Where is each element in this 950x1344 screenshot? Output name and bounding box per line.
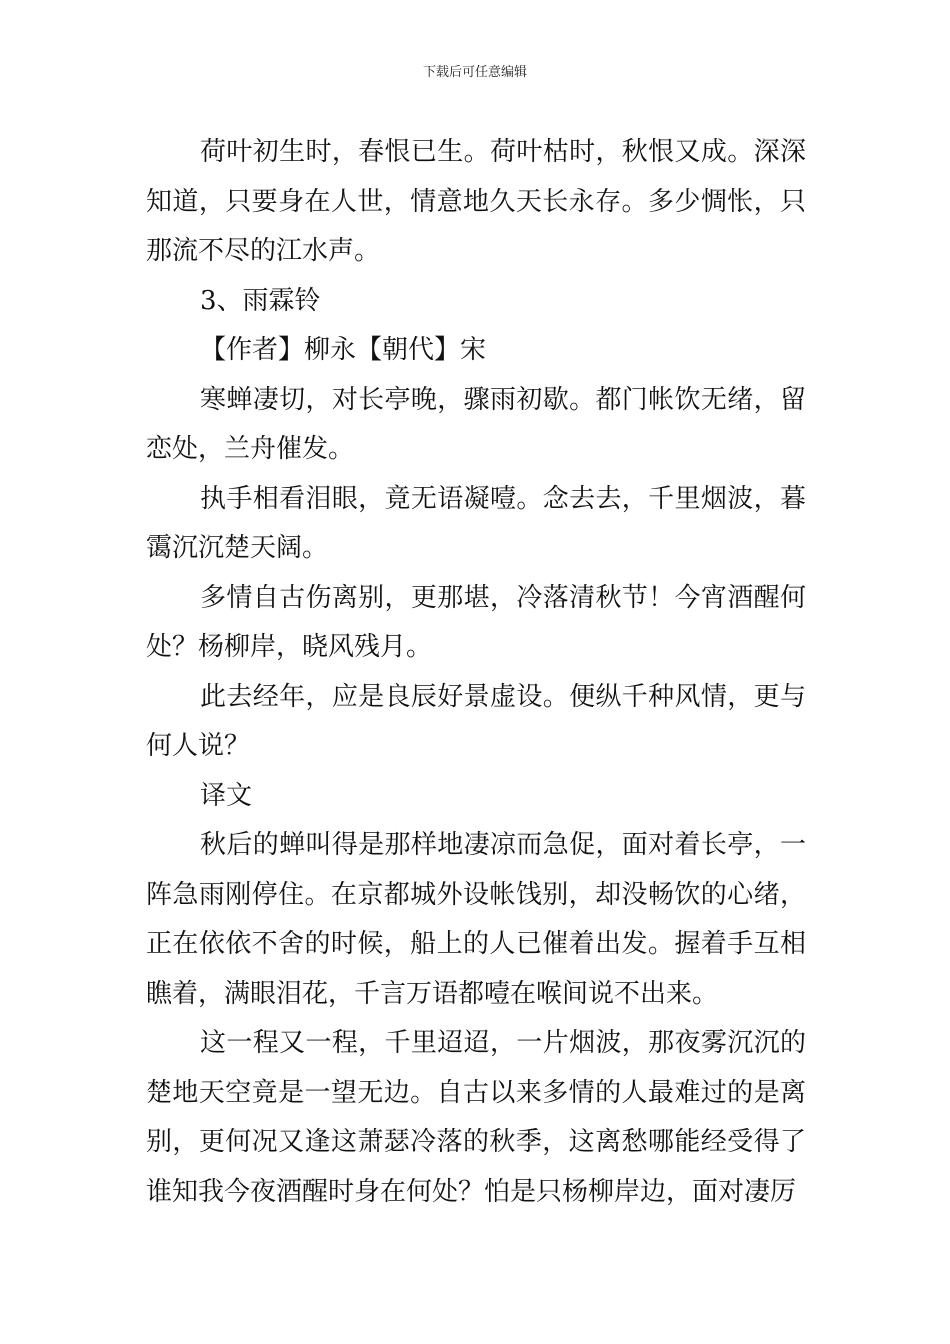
document-body xyxy=(146,128,806,1217)
section-heading: 3、雨霖铃 xyxy=(200,285,321,316)
paragraph-1: 荷叶初生时，春恨已生。荷叶枯时，秋恨又成。深深知道，只要身在人世，情意地久天长永存。多少惆怅，只那流不尽的江水声。 xyxy=(146,137,806,266)
poem-stanza-1: 寒蝉凄切，对长亭晚，骤雨初歇。都门帐饮无绪，留恋处，兰舟催发。 xyxy=(146,384,806,464)
poem-stanza-4: 此去经年，应是良辰好景虚设。便纵千种风情，更与何人说？ xyxy=(146,681,806,761)
poem-stanza-2: 执手相看泪眼，竟无语凝噎。念去去，千里烟波，暮霭沉沉楚天阔。 xyxy=(146,483,806,563)
translation-paragraph-1: 秋后的蝉叫得是那样地凄凉而急促，面对着长亭，一阵急雨刚停住。在京都城外设帐饯别，却没畅饮的心绪，正在依依不舍的时候，船上的人已催着出发。握着手互相瞧着，满眼泪花，千言万语都噎在喉间说不出来。 xyxy=(146,830,806,1009)
translation-heading: 译文 xyxy=(200,780,253,811)
poem-stanza-3: 多情自古伤离别，更那堪，冷落清秋节！今宵酒醒何处？杨柳岸，晓风残月。 xyxy=(146,582,806,662)
translation-paragraph-2: 这一程又一程，千里迢迢，一片烟波，那夜雾沉沉的楚地天空竟是一望无边。自古以来多情的人最难过的是离别，更何况又逢这萧瑟冷落的秋季，这离愁哪能经受得了谁知我今夜酒醒时身在何处？怕是只杨柳岸边，面对凄厉 xyxy=(146,1028,806,1207)
author-line: 【作者】柳永【朝代】宋 xyxy=(200,335,487,365)
page-header-note: 下载后可任意编辑 xyxy=(422,65,527,80)
